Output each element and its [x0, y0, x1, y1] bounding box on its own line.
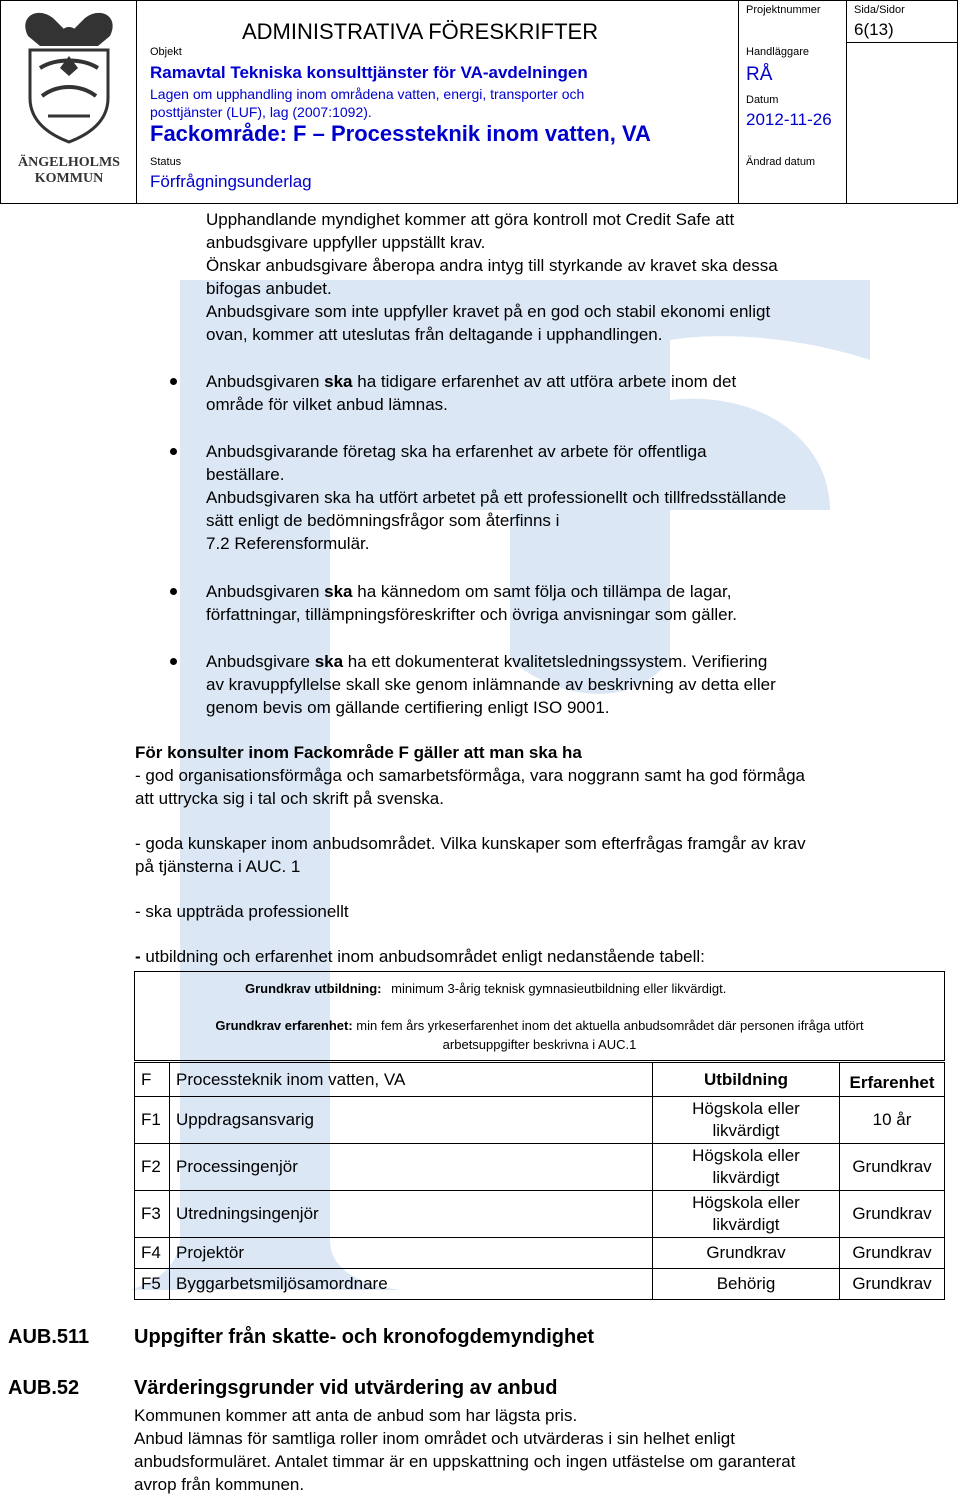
table-row: F1 Uppdragsansvarig Högskola eller likvärdigt 10 år: [135, 1097, 945, 1144]
bullet-experience: Anbudsgivaren ska ha tidigare erfarenhet av att utföra arbete inom det område för vilket anbud lämnas.: [206, 372, 737, 414]
handlaggare-label: Handläggare: [746, 46, 809, 58]
utb-label: Grundkrav utbildning:: [245, 981, 382, 996]
bullet-laws: Anbudsgivaren ska ha kännedom om samt följa och tillämpa de lagar, författningar, tillämpningsföreskrifter och övriga anvisningar som gäller.: [206, 582, 738, 624]
table-row: F4 Projektör Grundkrav Grundkrav: [135, 1238, 945, 1269]
paragraph-credit-check: Upphandlande myndighet kommer att göra kontroll mot Credit Safe att anbudsgivare uppfyller uppställt krav. Önskar anbudsgivare åberopa andra intyg till styrkande av kravet ska dessa bifogas anbudet. Anbudsgivare som inte uppfyller kravet på en god och stabil ekonomi enligt ovan, kommer att uteslutas från deltagande i upphandlingen.: [206, 210, 778, 344]
section-title-aub52: Värderingsgrunder vid utvärdering av anbud: [134, 1377, 558, 1399]
objekt-line-2: posttjänster (LUF), lag (2007:1092).: [150, 104, 372, 120]
consultant-heading: För konsulter inom Fackområde F gäller att man ska ha: [135, 743, 582, 762]
section-code-aub52: AUB.52: [8, 1377, 80, 1399]
fackomrade-title: Fackområde: F – Processteknik inom vatten, VA: [150, 121, 651, 146]
bullet-dot: [170, 448, 177, 455]
section-code-aub511: AUB.511: [8, 1326, 90, 1348]
handlaggare-value: RÅ: [746, 64, 773, 85]
andrad-datum-label: Ändrad datum: [746, 156, 816, 168]
document-title: ADMINISTRATIVA FÖRESKRIFTER: [242, 19, 599, 44]
status-label: Status: [150, 156, 182, 168]
evaluation-text: Kommunen kommer att anta de anbud som har lägsta pris. Anbud lämnas för samtliga roller inom området och utvärderas i sin helhet enligt anbudsformuläret. Antalet timmar är en uppskattning och ingen utfästelse om garanterat avrop från kommunen.: [134, 1406, 796, 1494]
table-header-row: F Processteknik inom vatten, VA Utbildning Erfarenhet: [135, 1063, 945, 1097]
bullet-dot: [170, 658, 177, 665]
sida-value: 6(13): [854, 20, 894, 39]
logo-text-top: ÄNGELHOLMS: [18, 155, 120, 170]
datum-value: 2012-11-26: [746, 110, 832, 129]
status-value: Förfrågningsunderlag: [150, 172, 312, 191]
objekt-title: Ramavtal Tekniska konsulttjänster för VA-avdelningen: [150, 63, 588, 82]
utb-value: minimum 3-årig teknisk gymnasieutbildning eller likvärdigt.: [391, 981, 727, 996]
bullet-quality-system: Anbudsgivare ska ha ett dokumenterat kvalitetsledningssystem. Verifiering av kravuppfyllelse skall ske genom inlämnande av beskrivning av detta eller genom bevis om gällande certifiering enligt ISO 9001.: [206, 652, 776, 717]
projektnummer-label: Projektnummer: [746, 4, 821, 16]
table-row: F5 Byggarbetsmiljösamordnare Behörig Grundkrav: [135, 1269, 945, 1300]
municipality-logo: [8, 6, 130, 196]
consultant-requirements: För konsulter inom Fackområde F gäller att man ska ha - god organisationsförmåga och samarbetsförmåga, vara noggrann samt ha god förmåga att uttrycka sig i tal och skrift på svenska. - goda kunskaper inom anbudsområdet. Vilka kunskaper som efterfrågas framgår av krav på tjänsterna i AUC. 1 - ska uppträda professionellt - utbildning och erfarenhet inom anbudsområdet enligt nedanstående tabell:: [135, 743, 806, 966]
bullet-dot: [170, 588, 177, 595]
table-row: F2 Processingenjör Högskola eller likvärdigt Grundkrav: [135, 1144, 945, 1191]
objekt-label: Objekt: [150, 46, 182, 58]
logo-text-bottom: KOMMUN: [34, 171, 104, 186]
erf-value: min fem års yrkeserfarenhet inom det aktuella anbudsområdet där personen ifråga utfört: [356, 1018, 864, 1033]
objekt-line-1: Lagen om upphandling inom områdena vatten, energi, transporter och: [150, 86, 585, 102]
section-title-aub511: Uppgifter från skatte- och kronofogdemyndighet: [134, 1326, 595, 1348]
datum-label: Datum: [746, 94, 779, 106]
bullet-dot: [170, 378, 177, 385]
sida-label: Sida/Sidor: [854, 4, 905, 16]
table-row: F3 Utredningsingenjör Högskola eller likvärdigt Grundkrav: [135, 1191, 945, 1238]
coat-of-arms-icon: [8, 6, 130, 146]
base-requirements-box: Grundkrav utbildning: minimum 3-årig teknisk gymnasieutbildning eller likvärdigt. Grundkrav erfarenhet: min fem års yrkeserfarenhet inom det aktuella anbudsområdet där personen ifråga utfört arbetsuppgifter beskrivna i AUC.1: [134, 971, 945, 1061]
erf-label: Grundkrav erfarenhet:: [215, 1018, 353, 1033]
roles-table: [134, 1062, 945, 1300]
bullet-public-clients: Anbudsgivarande företag ska ha erfarenhet av arbete för offentliga beställare. Anbudsgivaren ska ha utfört arbetet på ett professionellt och tillfredsställande sätt enligt de bedömningsfrågor som återfinns i 7.2 Referensformulär.: [206, 442, 787, 553]
